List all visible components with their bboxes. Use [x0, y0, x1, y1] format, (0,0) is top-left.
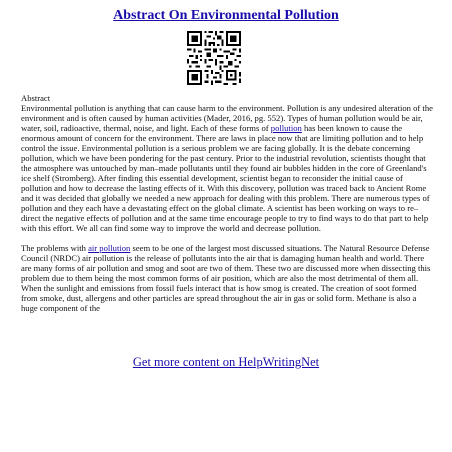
paragraph-1 — [21, 103, 435, 233]
paragraph-2 — [21, 243, 435, 313]
air-pollution-link[interactable]: air pollution — [88, 243, 131, 253]
qr-code-icon — [187, 31, 241, 85]
paragraph-2-rest: seem to be one of the largest most discussed situations. The Natural Resource Defense Council (NRDC) air pollution is the release of pollutants into the air that is damaging human health and world. There are many forms of air pollution and smog and soot are two of them. These two are discussed more when dissecting this problem due to them being the most common forms of air position, which are also the most detrimental of them all. When the sunlight and emissions from fossil fuels interact that is how smog is created. The creation of soot formed from smoke, dust, allergens and other particles are spread throughout the air in gas or solid form. Methane is also a huge component of the — [21, 243, 431, 313]
pollution-link[interactable]: pollution — [270, 123, 302, 133]
paragraph-1-start: Environmental pollution is anything that can cause harm to the environment. Pollution is any undesired alteration of the environment and is often caused by human activities (Mader, 2016, pg. 552). Types of human pollution would be air, water, soil, radioactive, thermal, noise, and light. Each of these forms of — [21, 103, 433, 133]
paragraph-1-rest: has been known to cause the enormous amount of concern for the environment. There are laws in place now that are limiting pollution and to help control the issue. Environmental pollution is a serious problem we are facing globally. It is the debate concerning pollution, which we have been pondering for the past century. Prior to the industrial revolution, scientists thought that the atmosphere was untouched by man–made pollutants until they found air bubbles hidden in the core of Greenland's ice shelf (Stromberg). After finding this essential development, scientist began to reconsider the initial cause of pollution and how to decrease the lasting effects of it. With this discovery, pollution was traced back to Ancient Rome and it was decided that globally we needed a new approach for dealing with this problem. There are numerous types of pollution and they each have a devastating effect on the global climate. A scientist has been working on ways to re–direct the negative effects of pollution and at the same time encourage people to try to find ways to do that part to help with this effort. We all can find some way to improve the world and decrease pollution. — [21, 123, 430, 233]
paragraph-2-start: The problems with — [21, 243, 86, 253]
section-label: Abstract — [21, 93, 51, 103]
title-link[interactable]: Abstract On Environmental Pollution — [113, 8, 339, 23]
article-body — [21, 93, 435, 313]
get-more-content-link[interactable]: Get more content on HelpWritingNet — [132, 355, 320, 369]
